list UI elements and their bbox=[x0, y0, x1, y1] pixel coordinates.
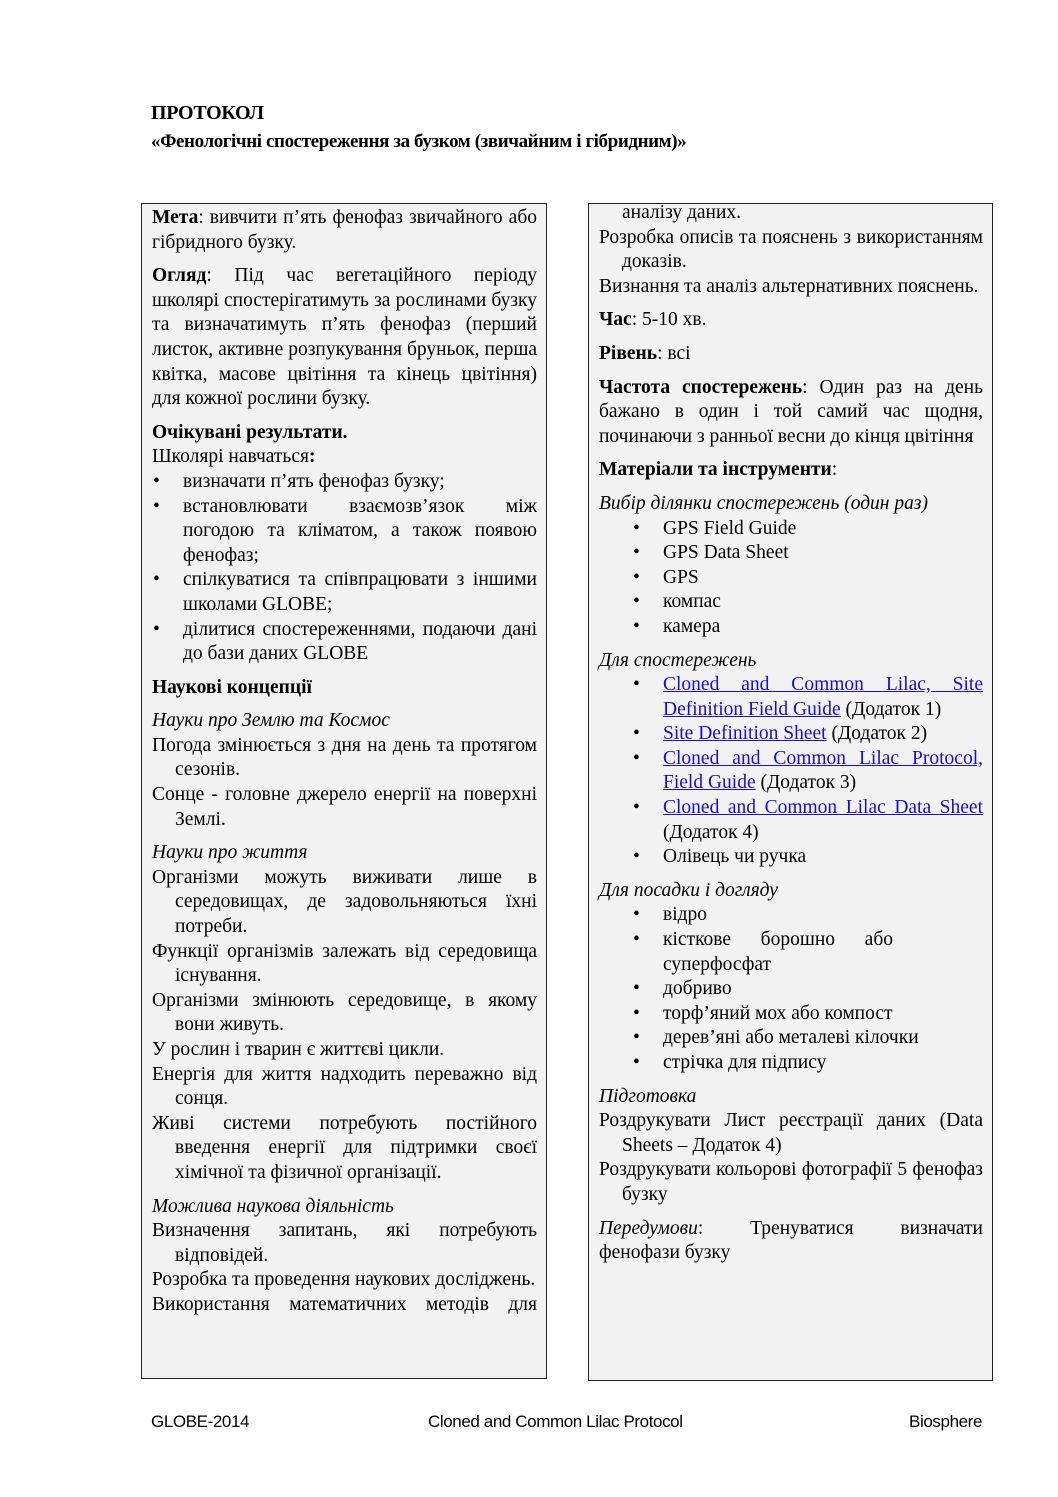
earth-item: Сонце - головне джерело енергії на поверхні Землі. bbox=[152, 784, 537, 830]
list-item: • GPS Field Guide bbox=[599, 517, 983, 542]
level-paragraph bbox=[599, 342, 983, 367]
prereq-text: : Тренуватися визначати фенофази бузку bbox=[599, 1217, 983, 1264]
life-item: У рослин і тварин є життєві цикли. bbox=[152, 1039, 445, 1060]
list-item bbox=[599, 673, 983, 722]
list-item: • визначати п’ять фенофаз бузку; bbox=[152, 470, 537, 495]
concepts-heading bbox=[152, 676, 537, 701]
prep-heading bbox=[599, 1085, 983, 1110]
obs-list bbox=[599, 673, 983, 870]
appendix-label: (Додаток 1) bbox=[840, 698, 942, 720]
right-column-box bbox=[588, 203, 993, 1381]
activity-item: Використання математичних методів для bbox=[152, 1293, 537, 1315]
list-item: • відро bbox=[599, 903, 983, 928]
goal-label: Мета bbox=[152, 207, 199, 228]
earth-heading bbox=[152, 709, 537, 734]
activity-item: Визначення запитань, які потребують відповідей. bbox=[152, 1220, 537, 1266]
prereq-label: Передумови bbox=[599, 1217, 698, 1239]
footer-right: Biosphere bbox=[909, 1412, 982, 1431]
prereq-paragraph bbox=[599, 1217, 983, 1266]
life-item: Енергія для життя надходить переважно від сонця. bbox=[152, 1063, 537, 1110]
list-item: • GPS bbox=[599, 566, 983, 591]
planting-list bbox=[599, 903, 983, 1075]
appendix-label: (Додаток 4) bbox=[663, 821, 759, 843]
obs-heading-text: Для спостережень bbox=[599, 649, 757, 671]
appendix-label: (Додаток 3) bbox=[755, 772, 857, 794]
footer-center: Cloned and Common Lilac Protocol bbox=[428, 1412, 683, 1431]
prep-item: Роздрукувати Лист реєстрації даних (Data Sheets – Додаток 4) bbox=[599, 1110, 983, 1156]
list-item: • Олівець чи ручка bbox=[599, 845, 983, 870]
protocol-field-guide-link[interactable]: Cloned and Common Lilac Protocol, Field Guide bbox=[663, 747, 983, 794]
field-guide-link[interactable]: Cloned and Common Lilac, Site Definition Field Guide bbox=[663, 674, 983, 720]
life-item: Функції організмів залежать від середовища існування. bbox=[152, 940, 537, 987]
time-paragraph bbox=[599, 308, 983, 333]
level-value: : всі bbox=[657, 342, 691, 364]
list-item: • кісткове борошно або суперфосфат bbox=[599, 928, 983, 977]
activity-item: Розробка описів та пояснень з використанням доказів. bbox=[599, 226, 983, 273]
overview-text: : Під час вегетаційного періоду школярі спостерігатимуть за рослинами бузку та визначатимуть п’ять фенофаз (перший листок, активне розпукування бруньок, перша квітка, масове цвітіння та кінець цвітіння) для кожної рослини бузку. bbox=[152, 265, 537, 410]
activity-item: Визнання та аналіз альтернативних пояснень. bbox=[599, 275, 979, 297]
page-subtitle: «Фенологічні спостереження за бузком (звичайним і гібридним)» bbox=[151, 131, 687, 152]
appendix-label: (Додаток 2) bbox=[826, 723, 928, 745]
activity-continued: аналізу даних. bbox=[622, 203, 742, 223]
materials-colon: : bbox=[831, 459, 838, 481]
page-title: ПРОТОКОЛ bbox=[151, 102, 264, 124]
materials-heading bbox=[599, 458, 983, 483]
prep-heading-text: Підготовка bbox=[599, 1085, 697, 1107]
frequency-value: : Один раз на день бажано в один і той самий час щодня, починаючи з ранньої весни до кінця цвітіння bbox=[599, 376, 983, 447]
results-heading-text: Очікувані результати. bbox=[152, 421, 348, 443]
site-heading bbox=[599, 492, 983, 517]
prep-item: Роздрукувати кольорові фотографії 5 фенофаз бузку bbox=[599, 1159, 983, 1205]
time-value: : 5-10 хв. bbox=[631, 309, 707, 331]
life-heading-text: Науки про життя bbox=[152, 842, 308, 864]
concepts-heading-text: Наукові концепції bbox=[152, 676, 312, 698]
left-column-box bbox=[141, 203, 547, 1379]
results-heading bbox=[152, 421, 537, 446]
list-item: • компас bbox=[599, 590, 983, 615]
list-item: • GPS Data Sheet bbox=[599, 541, 983, 566]
footer-left: GLOBE-2014 bbox=[151, 1412, 250, 1431]
materials-heading-text: Матеріали та інструменти bbox=[599, 459, 832, 481]
site-definition-sheet-link[interactable]: Site Definition Sheet bbox=[663, 723, 827, 745]
list-item bbox=[599, 796, 983, 845]
life-heading bbox=[152, 841, 537, 866]
life-item: Організми можуть виживати лише в середовищах, де задовольняються їхні потреби. bbox=[152, 866, 537, 938]
time-label: Час bbox=[599, 309, 632, 331]
list-item: • стрічка для підпису bbox=[599, 1051, 983, 1076]
planting-heading-text: Для посадки і догляду bbox=[599, 879, 778, 901]
goal-text: : вивчити п’ять фенофаз звичайного або гібридного бузку. bbox=[152, 207, 537, 253]
list-item: • встановлювати взаємозв’язок між погодою та кліматом, а також появою фенофаз; bbox=[152, 495, 537, 569]
obs-heading bbox=[599, 649, 983, 674]
frequency-paragraph bbox=[599, 376, 983, 450]
overview-label: Огляд bbox=[152, 265, 207, 287]
level-label: Рівень bbox=[599, 342, 658, 364]
results-intro-colon: : bbox=[308, 446, 316, 468]
list-item: • торф’яний мох або компост bbox=[599, 1002, 983, 1027]
activity-heading-text: Можлива наукова діяльність bbox=[152, 1195, 394, 1217]
results-intro-text: Школярі навчаться bbox=[152, 446, 309, 468]
list-item bbox=[599, 722, 983, 747]
list-item: • ділитися спостереженнями, подаючи дані до бази даних GLOBE bbox=[152, 618, 537, 667]
life-item: Організми змінюють середовище, в якому вони живуть. bbox=[152, 989, 537, 1036]
earth-heading-text: Науки про Землю та Космос bbox=[152, 710, 390, 732]
goal-paragraph bbox=[152, 206, 537, 255]
list-item bbox=[599, 747, 983, 796]
site-list bbox=[599, 517, 983, 640]
list-item: • добриво bbox=[599, 977, 983, 1002]
activity-heading bbox=[152, 1195, 537, 1220]
data-sheet-link[interactable]: Cloned and Common Lilac Data Sheet bbox=[663, 797, 983, 819]
frequency-label: Частота спостережень bbox=[599, 376, 803, 398]
results-intro bbox=[152, 445, 537, 470]
list-item: • камера bbox=[599, 615, 983, 640]
list-item: • спілкуватися та співпрацювати з іншими школами GLOBE; bbox=[152, 568, 537, 617]
life-item: Живі системи потребують постійного введення енергії для підтримки своєї хімічної та фізичної організації. bbox=[152, 1112, 537, 1183]
activity-item: Розробка та проведення наукових досліджень. bbox=[152, 1269, 536, 1291]
earth-item: Погода змінюється з дня на день та протягом сезонів. bbox=[152, 734, 537, 781]
planting-heading bbox=[599, 879, 983, 904]
site-heading-text: Вибір ділянки спостережень (один раз) bbox=[599, 492, 928, 514]
results-list bbox=[152, 470, 537, 667]
list-item: • дерев’яні або металеві кілочки bbox=[599, 1026, 983, 1051]
overview-paragraph bbox=[152, 264, 537, 412]
